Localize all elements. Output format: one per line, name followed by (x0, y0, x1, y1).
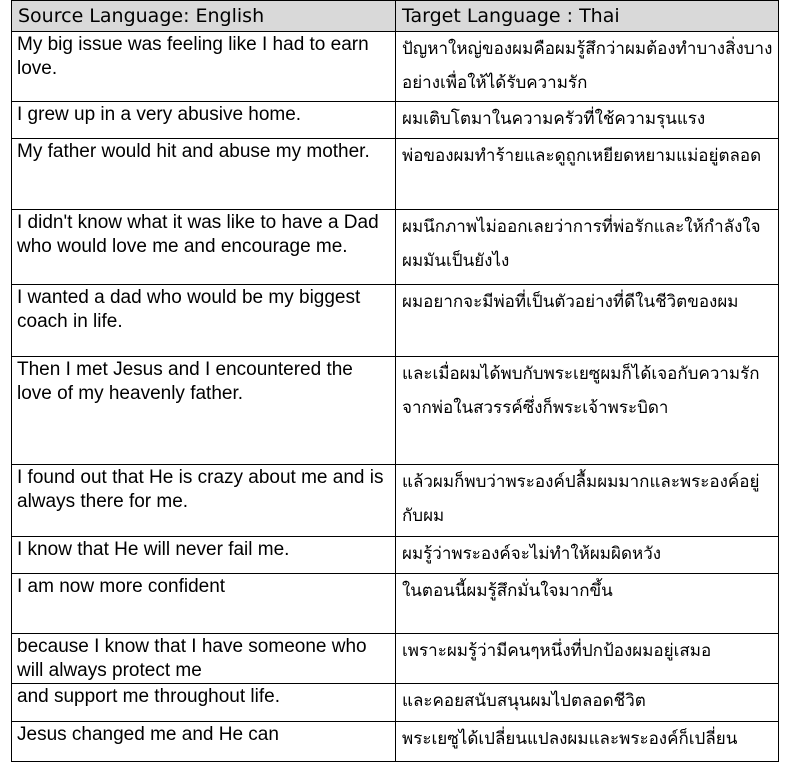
source-cell: I know that He will never fail me. (12, 537, 396, 574)
target-cell: ปัญหาใหญ่ของผมคือผมรู้สึกว่าผมต้องทำบางสิ่งบางอย่างเพื่อให้ได้รับความรัก (396, 32, 779, 102)
table-row (12, 139, 779, 210)
source-cell: and support me throughout life. (12, 684, 396, 722)
target-cell: ผมนึกภาพไม่ออกเลยว่าการที่พ่อรักและให้กำลังใจผมมันเป็นยังไง (396, 210, 779, 285)
target-cell: ผมอยากจะมีพ่อที่เป็นตัวอย่างที่ดีในชีวิตของผม (396, 285, 779, 357)
target-cell: แล้วผมก็พบว่าพระองค์ปลื้มผมมากและพระองค์อยู่กับผม (396, 465, 779, 537)
target-cell: ผมรู้ว่าพระองค์จะไม่ทำให้ผมผิดหวัง (396, 537, 779, 574)
table-row (12, 357, 779, 465)
table-row (12, 684, 779, 722)
table-row (12, 634, 779, 684)
source-cell: Then I met Jesus and I encountered the love of my heavenly father. (12, 357, 396, 465)
table-row (12, 210, 779, 285)
source-cell: I grew up in a very abusive home. (12, 102, 396, 139)
source-cell: My father would hit and abuse my mother. (12, 139, 396, 210)
table-row (12, 465, 779, 537)
target-cell: ผมเติบโตมาในความครัวที่ใช้ความรุนแรง (396, 102, 779, 139)
table-row (12, 537, 779, 574)
table-row (12, 285, 779, 357)
translation-table (11, 0, 779, 762)
target-cell: และเมื่อผมได้พบกับพระเยซูผมก็ได้เจอกับความรักจากพ่อในสวรรค์ซึ่งก็พระเจ้าพระบิดา (396, 357, 779, 465)
target-cell: พ่อของผมทำร้ายและดูถูกเหยียดหยามแม่อยู่ตลอด (396, 139, 779, 210)
table-row (12, 574, 779, 634)
table-row (12, 32, 779, 102)
table-row (12, 722, 779, 762)
target-language-header: Target Language : Thai (396, 1, 779, 32)
target-cell: พระเยซูได้เปลี่ยนแปลงผมและพระองค์ก็เปลี่ยน (396, 722, 779, 762)
source-cell: My big issue was feeling like I had to earn love. (12, 32, 396, 102)
source-language-header: Source Language: English (12, 1, 396, 32)
source-cell: because I know that I have someone who will always protect me (12, 634, 396, 684)
target-cell: เพราะผมรู้ว่ามีคนๆหนึ่งที่ปกป้องผมอยู่เสมอ (396, 634, 779, 684)
table-row (12, 102, 779, 139)
target-cell: และคอยสนับสนุนผมไปตลอดชีวิต (396, 684, 779, 722)
source-cell: I wanted a dad who would be my biggest coach in life. (12, 285, 396, 357)
target-cell: ในตอนนี้ผมรู้สึกมั่นใจมากขึ้น (396, 574, 779, 634)
source-cell: I found out that He is crazy about me and is always there for me. (12, 465, 396, 537)
source-cell: I am now more confident (12, 574, 396, 634)
source-cell: Jesus changed me and He can (12, 722, 396, 762)
source-cell: I didn't know what it was like to have a Dad who would love me and encourage me. (12, 210, 396, 285)
header-row (12, 1, 779, 32)
